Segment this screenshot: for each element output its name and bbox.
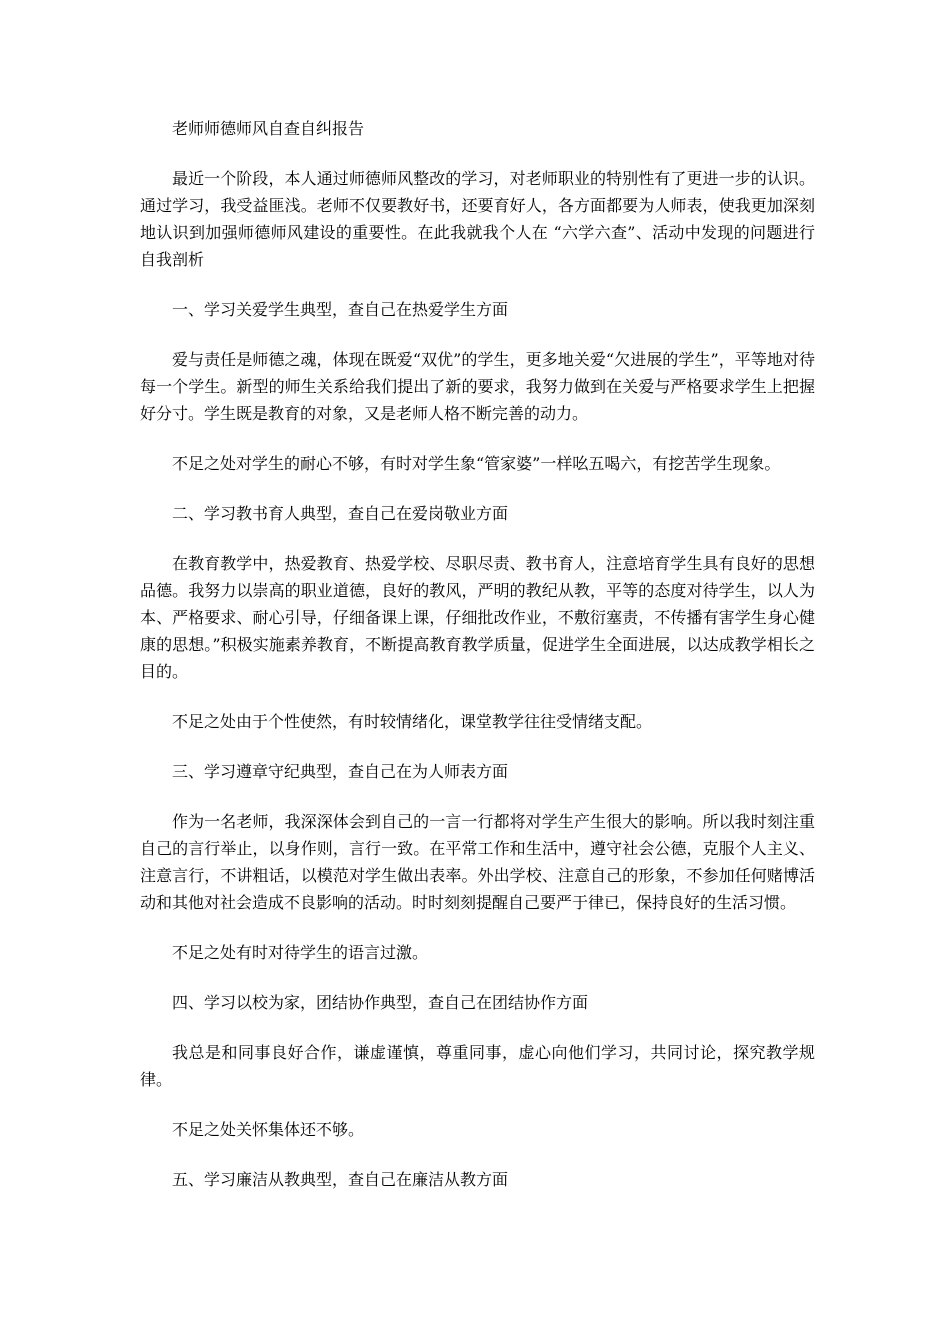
paragraph-section-2-body: 在教育教学中，热爱教育、热爱学校、尽职尽责、教书育人，注意培育学生具有良好的思想品德。我努力以崇高的职业道德，良好的教风，严明的教纪从教，平等的态度对待学生，以人为本、严格要求、耐心引导，仔细备课上课，仔细批改作业，不敷衍塞责，不传播有害学生身心健康的思想。”积极实施素养教育，不断提高教育教学质量，促进学生全面进展，以达成教学相长之目的。 — [140, 554, 815, 681]
paragraph-section-4-shortcoming: 不足之处关怀集体还不够。 — [172, 1120, 365, 1139]
paragraph-section-2-shortcoming: 不足之处由于个性使然，有时较情绪化，课堂教学往往受情绪支配。 — [172, 712, 653, 731]
document-title: 老师师德师风自查自纠报告 — [172, 119, 365, 138]
section-heading-2: 二、学习教书育人典型，查自己在爱岗敬业方面 — [172, 504, 509, 523]
document-body — [140, 115, 815, 1216]
section-heading-1: 一、学习关爱学生典型，查自己在热爱学生方面 — [172, 300, 509, 319]
paragraph-section-3-body: 作为一名老师，我深深体会到自己的一言一行都将对学生产生很大的影响。所以我时刻注重自己的言行举止，以身作则，言行一致。在平常工作和生活中，遵守社会公德，克服个人主义、注意言行，不讲粗话，以模范对学生做出表率。外出学校、注意自己的形象，不参加任何赌博活动和其他对社会造成不良影响的活动。时时刻刻提醒自己要严于律已，保持良好的生活习惯。 — [140, 812, 815, 912]
paragraph-section-1-shortcoming: 不足之处对学生的耐心不够，有时对学生象“管家婆”一样吆五喝六，有挖苦学生现象。 — [172, 454, 781, 473]
section-heading-3: 三、学习遵章守纪典型，查自己在为人师表方面 — [172, 762, 509, 781]
paragraph-intro: 最近一个阶段，本人通过师德师风整改的学习，对老师职业的特别性有了更进一步的认识。通过学习，我受益匪浅。老师不仅要教好书，还要育好人，各方面都要为人师表，使我更加深刻地认识到加强师德师风建设的重要性。在此我就我个人在 “六学六查”、活动中发现的问题进行自我剖析 — [140, 169, 815, 269]
paragraph-section-3-shortcoming: 不足之处有时对待学生的语言过激。 — [172, 943, 429, 962]
section-heading-5: 五、学习廉洁从教典型，查自己在廉洁从教方面 — [172, 1170, 509, 1189]
section-heading-4: 四、学习以校为家，团结协作典型，查自己在团结协作方面 — [172, 993, 589, 1012]
paragraph-section-4-body: 我总是和同事良好合作，谦虚谨慎，尊重同事，虚心向他们学习，共同讨论，探究教学规律。 — [140, 1043, 815, 1089]
paragraph-section-1-body: 爱与责任是师德之魂，体现在既爱“双优”的学生，更多地关爱“欠进展的学生”，平等地对待每一个学生。新型的师生关系给我们提出了新的要求，我努力做到在关爱与严格要求学生上把握好分寸。学生既是教育的对象，又是老师人格不断完善的动力。 — [140, 350, 815, 423]
